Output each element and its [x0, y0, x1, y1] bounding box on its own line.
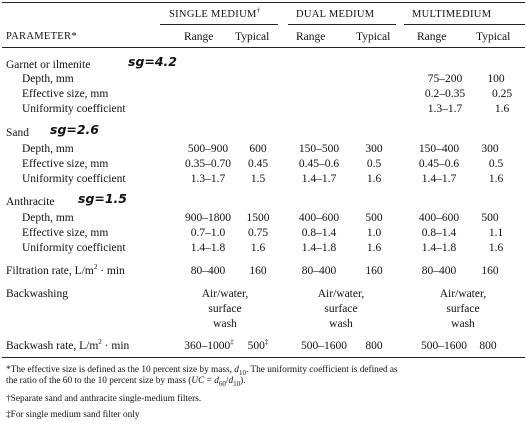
- anthracite-dual-typical: 1.0: [366, 227, 382, 239]
- anthracite-single-range: 900–1800: [185, 212, 231, 224]
- dual-backwash-method: surface: [324, 303, 358, 315]
- footnote-dagger: †Separate sand and anthracite single-medium filters.: [6, 394, 202, 404]
- garnet-sg-handwritten: sg=4.2: [128, 54, 178, 69]
- anthracite-dual-typical: 500: [365, 212, 383, 224]
- dual-backwash-method: Air/water,: [317, 288, 365, 300]
- sand-multi-typical: 0.5: [488, 158, 504, 170]
- sand-multi-range: 1.4–1.7: [421, 173, 457, 185]
- anthracite-multi-range: 0.8–1.4: [421, 227, 457, 239]
- backwash-multi-range: 500–1600: [421, 340, 467, 352]
- filtration-multi-typical: 160: [481, 265, 499, 277]
- garnet-row-label: Depth, mm: [22, 73, 74, 85]
- single-typical-heading: Typical: [235, 31, 270, 43]
- anthracite-single-typical: 1.6: [250, 242, 266, 254]
- garnet-multi-typical: 0.25: [491, 88, 513, 100]
- garnet-row-label: Uniformity coefficient: [22, 103, 126, 115]
- dual-medium-heading: DUAL MEDIUM: [296, 9, 375, 20]
- sand-single-range: 1.3–1.7: [190, 173, 226, 185]
- single-medium-spanner: [160, 24, 278, 25]
- sand-multi-typical: 300: [481, 143, 499, 155]
- sand-dual-range: 1.4–1.7: [301, 173, 337, 185]
- garnet-multi-range: 1.3–1.7: [427, 103, 463, 115]
- garnet-multi-range: 75–200: [427, 73, 463, 85]
- multi-backwash-method: surface: [446, 303, 480, 315]
- anthracite-multi-range: 400–600: [418, 212, 460, 224]
- filtration-single-typical: 160: [249, 265, 267, 277]
- sand-dual-typical: 0.5: [366, 158, 382, 170]
- dual-medium-spanner: [288, 24, 396, 25]
- anthracite-title: Anthracite: [6, 196, 55, 208]
- multi-backwash-method: wash: [451, 318, 475, 330]
- filtration-dual-typical: 160: [365, 265, 383, 277]
- sand-multi-typical: 1.6: [488, 173, 504, 185]
- backwash-multi-typical: 800: [479, 340, 497, 352]
- anthracite-dual-range: 0.8–1.4: [301, 227, 337, 239]
- single-backwash-method: Air/water,: [201, 288, 249, 300]
- sand-sg-handwritten: sg=2.6: [50, 122, 100, 137]
- table-top-rule: [2, 2, 525, 3]
- sand-single-range: 500–900: [187, 143, 229, 155]
- backwash-single-range: 360–1000‡: [184, 338, 234, 352]
- dual-typical-heading: Typical: [356, 31, 391, 43]
- anthracite-multi-typical: 500: [481, 212, 499, 224]
- anthracite-single-range: 0.7–1.0: [190, 227, 226, 239]
- sand-row-label: Effective size, mm: [22, 158, 109, 170]
- anthracite-multi-typical: 1.6: [488, 242, 504, 254]
- anthracite-row-label: Uniformity coefficient: [22, 242, 126, 254]
- anthracite-multi-range: 1.4–1.8: [421, 242, 457, 254]
- sand-single-range: 0.35–0.70: [185, 158, 231, 170]
- anthracite-sg-handwritten: sg=1.5: [78, 191, 128, 206]
- backwash-dual-range: 500–1600: [301, 340, 347, 352]
- multi-typical-heading: Typical: [476, 31, 511, 43]
- sand-dual-typical: 1.6: [366, 173, 382, 185]
- filtration-rate-label: Filtration rate, $L/m^2 \cdot \min$: [6, 263, 125, 277]
- single-range-heading: Range: [184, 31, 214, 43]
- footnote-effective-size: *The effective size is defined as the 10 percent size by mass, $d_{10}$. The uniformity coefficient is defined as: [6, 365, 398, 377]
- sand-row-label: Uniformity coefficient: [22, 173, 126, 185]
- garnet-multi-typical: 100: [487, 73, 505, 85]
- anthracite-multi-typical: 1.1: [488, 227, 504, 239]
- parameter-heading: PARAMETER*: [6, 31, 77, 42]
- backwash-single-typical: 500‡: [247, 338, 269, 352]
- anthracite-single-typical: 1500: [246, 212, 270, 224]
- sand-dual-typical: 300: [365, 143, 383, 155]
- multi-range-heading: Range: [417, 31, 447, 43]
- multi-backwash-method: Air/water,: [439, 288, 487, 300]
- anthracite-single-typical: 0.75: [247, 227, 269, 239]
- footnote-uniformity-coefficient: the ratio of the 60 to the 10 percent size by mass $(UC = d_{60}/d_{10})$.: [6, 376, 246, 388]
- sand-dual-range: 0.45–0.6: [298, 158, 340, 170]
- sand-multi-range: 0.45–0.6: [418, 158, 460, 170]
- backwash-rate-label: Backwash rate, $L/m^2 \cdot \min$: [6, 338, 130, 352]
- garnet-multi-range: 0.2–0.35: [424, 88, 466, 100]
- single-backwash-method: wash: [213, 318, 237, 330]
- garnet-row-label: Effective size, mm: [22, 88, 109, 100]
- single-medium-heading: SINGLE MEDIUM†: [169, 6, 261, 20]
- filtration-single-range: 80–400: [190, 265, 226, 277]
- anthracite-row-label: Depth, mm: [22, 212, 74, 224]
- sand-title: Sand: [6, 127, 29, 139]
- dual-backwash-method: wash: [329, 318, 353, 330]
- sand-single-typical: 1.5: [250, 173, 266, 185]
- dual-range-heading: Range: [296, 31, 326, 43]
- header-bottom-rule: [2, 47, 525, 48]
- sand-dual-range: 150–500: [298, 143, 340, 155]
- anthracite-dual-range: 1.4–1.8: [301, 242, 337, 254]
- multimedium-heading: MULTIMEDIUM: [412, 9, 492, 20]
- multimedium-spanner: [404, 24, 525, 25]
- sand-row-label: Depth, mm: [22, 143, 74, 155]
- garnet-multi-typical: 1.6: [494, 103, 510, 115]
- sand-single-typical: 0.45: [247, 158, 269, 170]
- single-backwash-method: surface: [208, 303, 242, 315]
- backwash-dual-typical: 800: [365, 340, 383, 352]
- footnote-double-dagger: ‡For single medium sand filter only: [6, 410, 140, 420]
- anthracite-dual-range: 400–600: [298, 212, 340, 224]
- table-bottom-rule: [2, 357, 525, 358]
- sand-single-typical: 600: [249, 143, 267, 155]
- filtration-multi-range: 80–400: [421, 265, 457, 277]
- sand-multi-range: 150–400: [418, 143, 460, 155]
- garnet-title: Garnet or ilmenite: [6, 59, 91, 71]
- anthracite-dual-typical: 1.6: [366, 242, 382, 254]
- filtration-dual-range: 80–400: [301, 265, 337, 277]
- anthracite-single-range: 1.4–1.8: [190, 242, 226, 254]
- anthracite-row-label: Effective size, mm: [22, 227, 109, 239]
- backwashing-label: Backwashing: [6, 288, 68, 300]
